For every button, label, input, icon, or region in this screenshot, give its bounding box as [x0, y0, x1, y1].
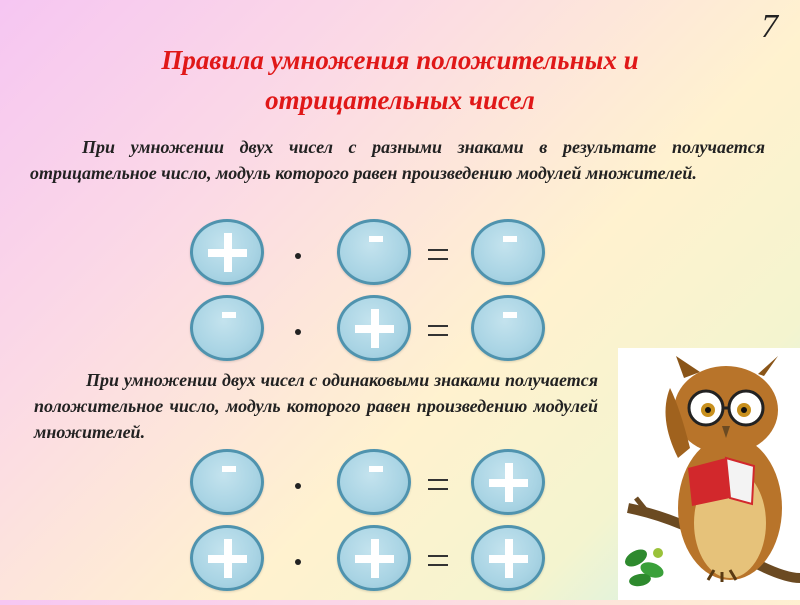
result-plus	[471, 525, 545, 591]
plus-sign-v	[505, 539, 513, 578]
owl-illustration	[618, 348, 800, 600]
slide-number: 7	[761, 8, 778, 45]
minus-sign	[369, 236, 383, 242]
equals-sign	[428, 325, 448, 337]
multiply-dot	[295, 483, 301, 489]
equals-sign	[428, 479, 448, 491]
factor-b-plus	[337, 525, 411, 591]
page-title: Правила умножения положительных и отрицательных чисел	[161, 45, 639, 115]
multiply-dot	[295, 329, 301, 335]
rule-different-signs: При умножении двух чисел с разными знаками в результате получается отрицательное число, модуль которого равен произведению модулей множителей.	[30, 137, 765, 183]
result-minus	[471, 295, 545, 361]
equals-sign	[428, 555, 448, 567]
factor-b-minus	[337, 449, 411, 515]
factor-a-minus	[190, 449, 264, 515]
plus-sign-v	[371, 309, 379, 348]
minus-sign	[369, 466, 383, 472]
plus-sign-v	[224, 233, 232, 272]
minus-sign	[503, 312, 517, 318]
factor-a-plus	[190, 219, 264, 285]
factor-a-plus	[190, 525, 264, 591]
rule-same-signs: При умножении двух чисел с одинаковыми знаками получается положительное число, модуль которого равен произведению модулей множителей.	[34, 370, 598, 442]
multiply-dot	[295, 559, 301, 565]
plus-sign-v	[371, 539, 379, 578]
minus-sign	[222, 466, 236, 472]
factor-a-minus	[190, 295, 264, 361]
result-minus	[471, 219, 545, 285]
multiply-dot	[295, 253, 301, 259]
minus-sign	[222, 312, 236, 318]
equals-sign	[428, 249, 448, 261]
factor-b-plus	[337, 295, 411, 361]
minus-sign	[503, 236, 517, 242]
factor-b-minus	[337, 219, 411, 285]
plus-sign-v	[505, 463, 513, 502]
owl-icon	[618, 348, 800, 600]
plus-sign-v	[224, 539, 232, 578]
result-plus	[471, 449, 545, 515]
